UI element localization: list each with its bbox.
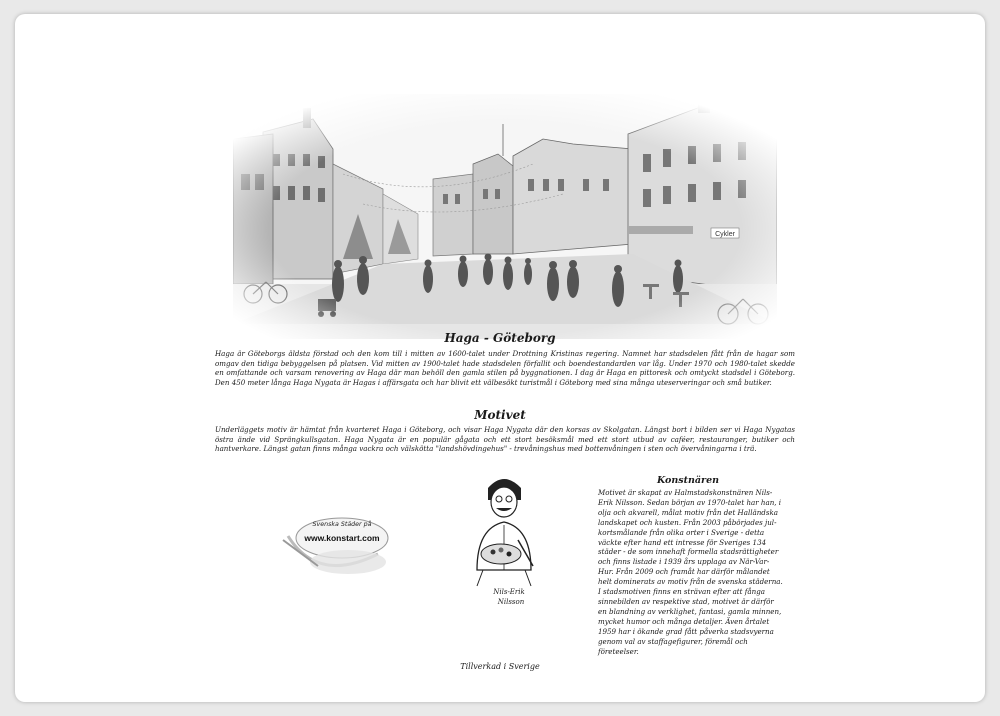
signature-line1: Nils-Erik — [493, 588, 525, 596]
artist-text: Motivet är skapat av Halmstadskonstnären Nils-Erik Nilsson. Sedan början av 1970-talet har han, i olja och akvarell, målat motiv från det Halländska landskapet och kusten. Från 2003 påbörjades jul-kortsmålande från olika orter i Sverige - detta väckte efter hand ett intresse för Sveriges 134 städer - de som innehaft formella stadsrättigheter och finns listade i 1939 års upplaga av När-Var-Hur. Från 2009 och framåt har därför målandet helt dominerats av motiv från de svenska städerna. I stadsmotiven finns en strävan efter att fånga sinnebilden av respektive stad, motivet är därför en blandning av verklighet, fantasi, gamla minnen, mycket humor och många detaljer. Även årtalet 1959 har i ökande grad fått påverka stadsvyerna genom val av staffagefigurer, föremål och företeelser. — [598, 488, 783, 656]
haga-text: Haga är Göteborgs äldsta förstad och den kom till i mitten av 1600-talet under Drottning Kristinas regering. Namnet har stadsdelen fått från de hagar som omgav den tidiga bebyggelsen på platsen. Vid mitten av 1900-talet hade stadsdelen förfallit och boendestandarden var låg. Under 1970 och 1980-talet skedde en omfattande och varsam renovering av Haga där man behöll den gamla stilen på byggnationen. I dag är Haga en pittoresk och omtyckt stadsdel i Göteborg. Den 450 meter långa Haga Nygata är Hagas i affärsgata och har blivit ett välbesökt turistmål i Göteborg med sina många uteserveringar och små butiker. — [215, 349, 795, 388]
konstart-logo — [278, 514, 398, 590]
logo-url[interactable]: www.konstart.com — [304, 533, 380, 543]
motivet-title: Motivet — [474, 408, 526, 422]
artist-title: Konstnären — [656, 475, 720, 486]
document-card — [15, 14, 985, 702]
street-scene-illustration — [233, 94, 777, 339]
artist-portrait — [463, 470, 545, 610]
logo-tagline: Svenska Städer på — [312, 521, 372, 528]
signature-line2: Nilsson — [497, 598, 525, 606]
footer-text: Tillverkad i Sverige — [460, 662, 540, 671]
motivet-text: Underläggets motiv är hämtat från kvarteret Haga i Göteborg, och visar Haga Nygata där den korsas av Skolgatan. Längst bort i bilden ser vi Haga Nygatas östra ände vid Sprängkullsgatan. Haga Nygata är en populär gågata och ett stort besöksmål med ett stort utbud av caféer, restauranger, butiker och hantverkare. Längst gatan finns många vackra och välskötta "landshövdingehus" - trevåningshus med bottenvåningen i sten och övervåningarna i trä. — [215, 425, 795, 454]
haga-title: Haga - Göteborg — [444, 331, 556, 345]
